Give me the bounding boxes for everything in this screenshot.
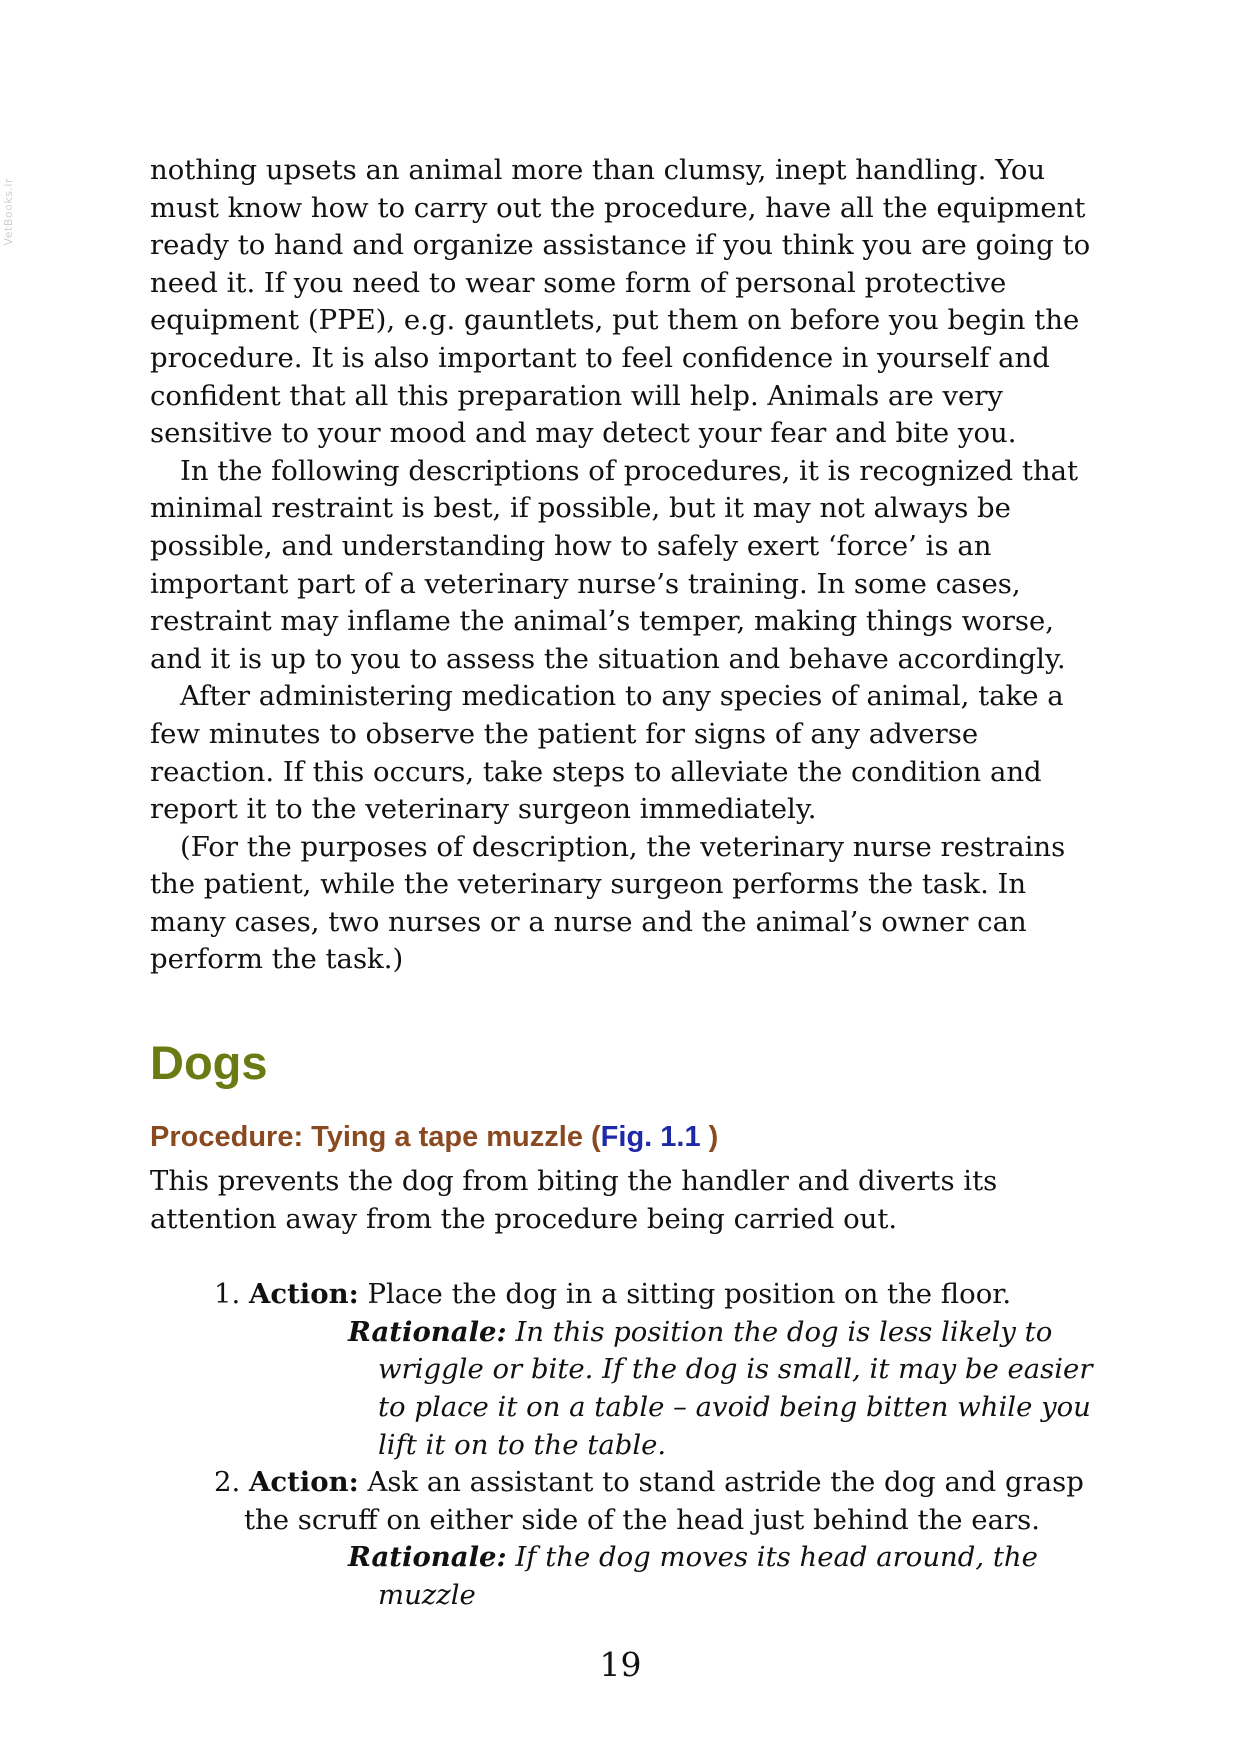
- step-number: 2.: [214, 1466, 241, 1499]
- paragraph: (For the purposes of description, the veterinary nurse restrains the patient, while the veterinary surgeon performs the task. In many cases, two nurses or a nurse and the animal’s owner can perform the task.): [150, 830, 1066, 976]
- action-text: Ask an assistant to stand astride the dog and grasp the scruff on either side of the head just behind the ears.: [244, 1466, 1084, 1536]
- intro-text: This prevents the dog from biting the handler and diverts its attention away from the procedure being carried out.: [150, 1165, 998, 1235]
- body-text: [150, 152, 1110, 979]
- paragraph: In the following descriptions of procedures, it is recognized that minimal restraint is best, if possible, but it may not always be possible, and understanding how to safely exert ‘force’ is an important part of a veterinary nurse’s training. In some cases, restraint may inflame the animal’s temper, making things worse, and it is up to you to assess the situation and behave accordingly.: [150, 454, 1079, 675]
- step-action: [150, 1276, 1110, 1314]
- step-action: [150, 1464, 1110, 1539]
- procedure-heading: [150, 1119, 1110, 1155]
- procedure-title-close: ): [700, 1121, 719, 1154]
- step-item: [150, 1464, 1110, 1614]
- paragraph: After administering medication to any species of animal, take a few minutes to observe the patient for signs of any adverse reaction. If this occurs, take steps to alleviate the condition and report it to the veterinary surgeon immediately.: [150, 680, 1064, 826]
- page-number: 19: [599, 1645, 642, 1684]
- step-item: [150, 1276, 1110, 1464]
- step-rationale: [150, 1314, 1110, 1464]
- rationale-label: Rationale:: [348, 1315, 507, 1348]
- action-text: Place the dog in a sitting position on the floor.: [358, 1278, 1012, 1311]
- section-heading: Dogs: [150, 1036, 268, 1090]
- step-rationale: [150, 1539, 1110, 1614]
- procedure-steps: [150, 1276, 1110, 1614]
- action-label: Action:: [249, 1278, 359, 1311]
- rationale-text: In this position the dog is less likely to wriggle or bite. If the dog is small, it may be easier to place it on a table – avoid being bitten while you lift it on to the table.: [378, 1315, 1093, 1461]
- procedure-title: Procedure: Tying a tape muzzle (: [150, 1121, 601, 1154]
- action-label: Action:: [249, 1466, 359, 1499]
- step-number: 1.: [214, 1278, 241, 1311]
- paragraph: nothing upsets an animal more than clumsy, inept handling. You must know how to carry out the procedure, have all the equipment ready to hand and organize assistance if you think you are going to need it. If you need to wear some form of personal protective equipment (PPE), e.g. gauntlets, put them on before you begin the procedure. It is also important to feel confidence in yourself and confident that all this preparation will help. Animals are very sensitive to your mood and may detect your fear and bite you.: [150, 154, 1091, 450]
- rationale-label: Rationale:: [348, 1541, 507, 1574]
- rationale-text: If the dog moves its head around, the muzzle: [378, 1541, 1038, 1611]
- figure-reference-link[interactable]: Fig. 1.1: [600, 1121, 701, 1154]
- watermark: VetBooks.ir: [2, 178, 15, 246]
- page-content: [150, 152, 1110, 1615]
- procedure-intro: [150, 1163, 1110, 1238]
